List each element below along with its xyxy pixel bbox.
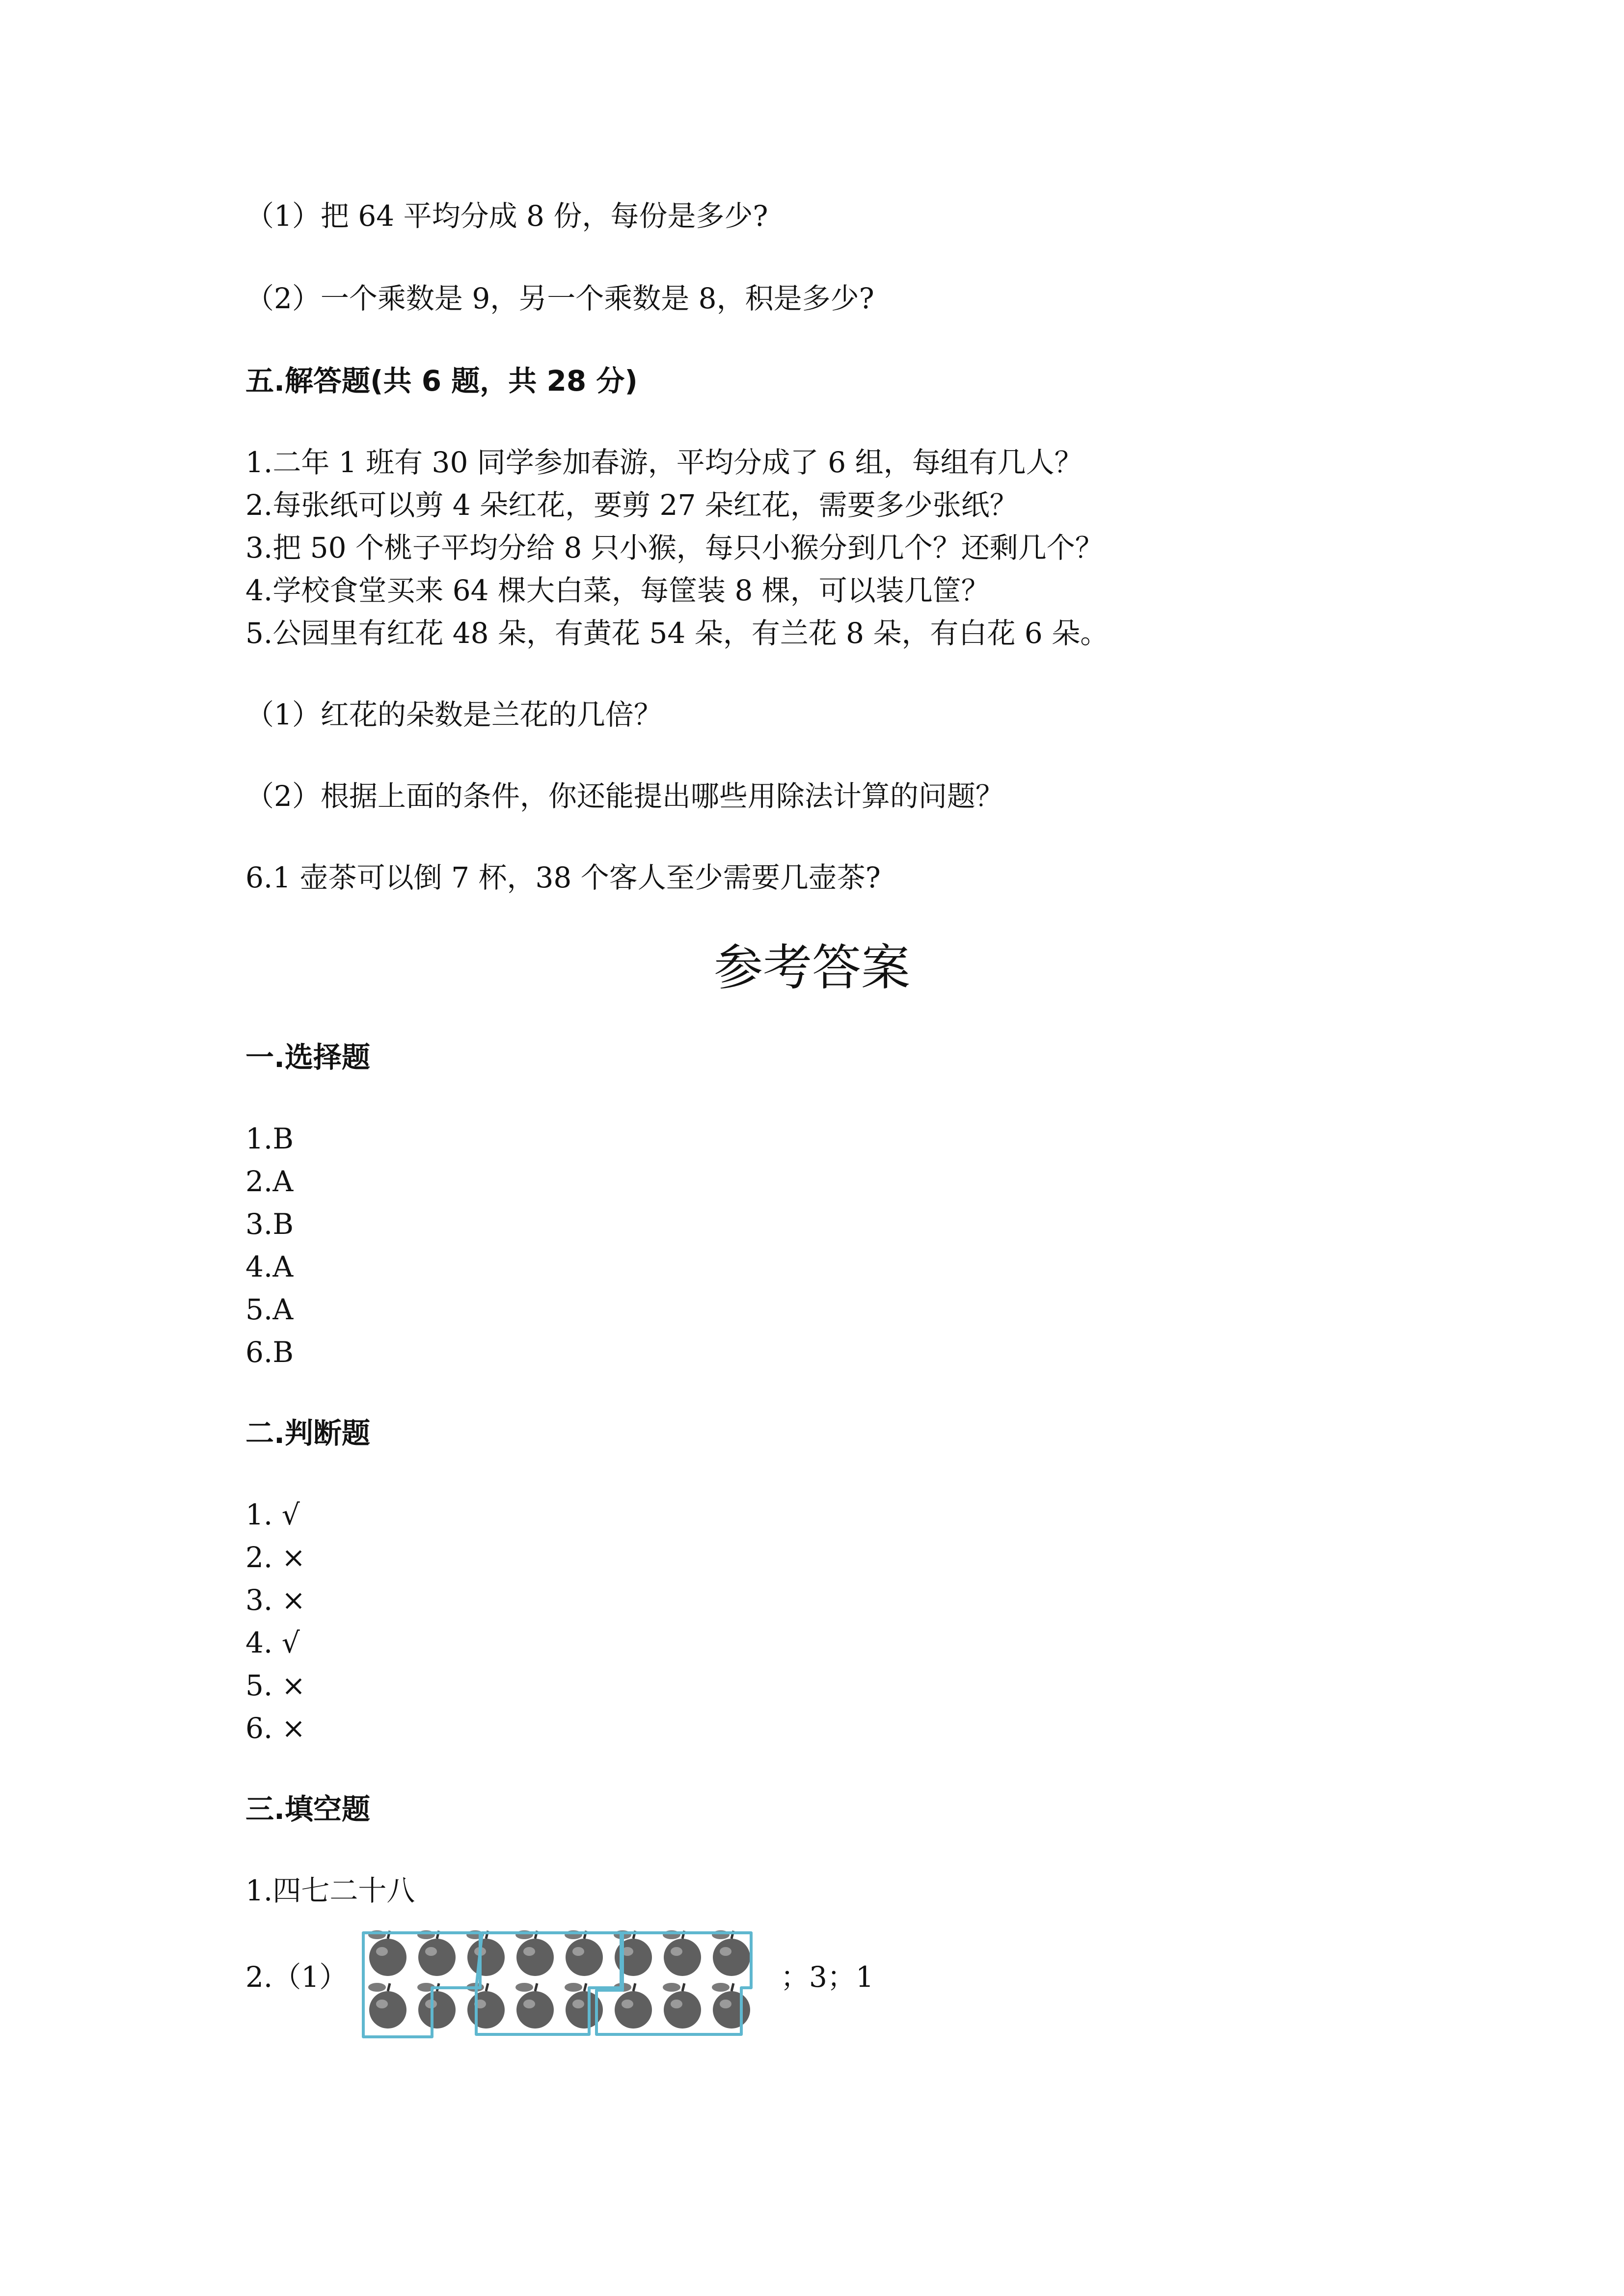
- answers-section3-heading: 三.填空题: [245, 1792, 371, 1826]
- apple-icon: [417, 1983, 456, 2029]
- answers-section2-item-1: 1. √: [245, 1498, 300, 1531]
- answers-section1-item-2: 2.A: [245, 1165, 294, 1198]
- answers-title: 参考答案: [714, 939, 910, 996]
- apple-icon: [417, 1930, 456, 1976]
- answers-section1-heading: 一.选择题: [245, 1041, 371, 1074]
- q5-sub1: （1）红花的朵数是兰花的几倍？: [245, 698, 662, 731]
- section5-item-1: 1.二年 1 班有 30 同学参加春游，平均分成了 6 组，每组有几人？: [245, 446, 1083, 479]
- apple-icon: [712, 1930, 750, 1976]
- answers-section2-heading: 二.判断题: [245, 1416, 371, 1450]
- q5-sub2: （2）根据上面的条件，你还能提出哪些用除法计算的问题？: [245, 779, 1004, 813]
- apple-icon: [515, 1930, 554, 1976]
- section5-item-4: 4.学校食堂买来 64 棵大白菜，每筐装 8 棵，可以装几筐？: [245, 574, 990, 607]
- apple-icon: [663, 1930, 701, 1976]
- answers-section2-item-4: 4. √: [245, 1626, 300, 1659]
- answers-section2-item-3: 3. ×: [245, 1583, 306, 1617]
- apple-icon: [565, 1930, 603, 1976]
- answers-section2-item-5: 5. ×: [245, 1669, 306, 1702]
- q4-sub2: （2）一个乘数是 9，另一个乘数是 8，积是多少?: [245, 282, 874, 315]
- answers-section1-item-3: 3.B: [245, 1207, 294, 1241]
- apple-icon: [466, 1983, 505, 2029]
- apple-icon: [368, 1930, 406, 1976]
- section5-item-5: 5.公园里有红花 48 朵，有黄花 54 朵，有兰花 8 朵，有白花 6 朵。: [245, 616, 1109, 650]
- apple-icon: [466, 1930, 505, 1976]
- answers-section2-item-6: 6. ×: [245, 1711, 306, 1745]
- apple-icon: [614, 1930, 652, 1976]
- q4-sub1: （1）把 64 平均分成 8 份，每份是多少?: [245, 199, 768, 233]
- apple-icon: [368, 1983, 406, 2029]
- answers-section3-item-2-suffix: ；3；1: [781, 1960, 874, 1994]
- answers-section3-item-2-prefix: 2.（1）: [245, 1960, 348, 1994]
- apple-icon: [515, 1983, 554, 2029]
- section5-item-3: 3.把 50 个桃子平均分给 8 只小猴，每只小猴分到几个？还剩几个？: [245, 531, 1104, 564]
- answers-section1-item-5: 5.A: [245, 1293, 294, 1326]
- answers-section3-item-1: 1.四七二十八: [245, 1874, 415, 1907]
- apple-icon: [663, 1983, 701, 2029]
- section5-heading: 五.解答题(共 6 题，共 28 分): [245, 364, 638, 398]
- answers-section1-item-1: 1.B: [245, 1122, 294, 1155]
- answers-section2-item-2: 2. ×: [245, 1541, 306, 1574]
- answers-section1-item-6: 6.B: [245, 1335, 294, 1369]
- apple-grouping-figure: [358, 1919, 776, 2042]
- q6: 6.1 壶茶可以倒 7 杯，38 个客人至少需要几壶茶?: [245, 861, 881, 894]
- answers-section1-item-4: 4.A: [245, 1250, 294, 1283]
- apple-icon: [712, 1983, 750, 2029]
- section5-item-2: 2.每张纸可以剪 4 朵红花，要剪 27 朵红花，需要多少张纸？: [245, 488, 1018, 522]
